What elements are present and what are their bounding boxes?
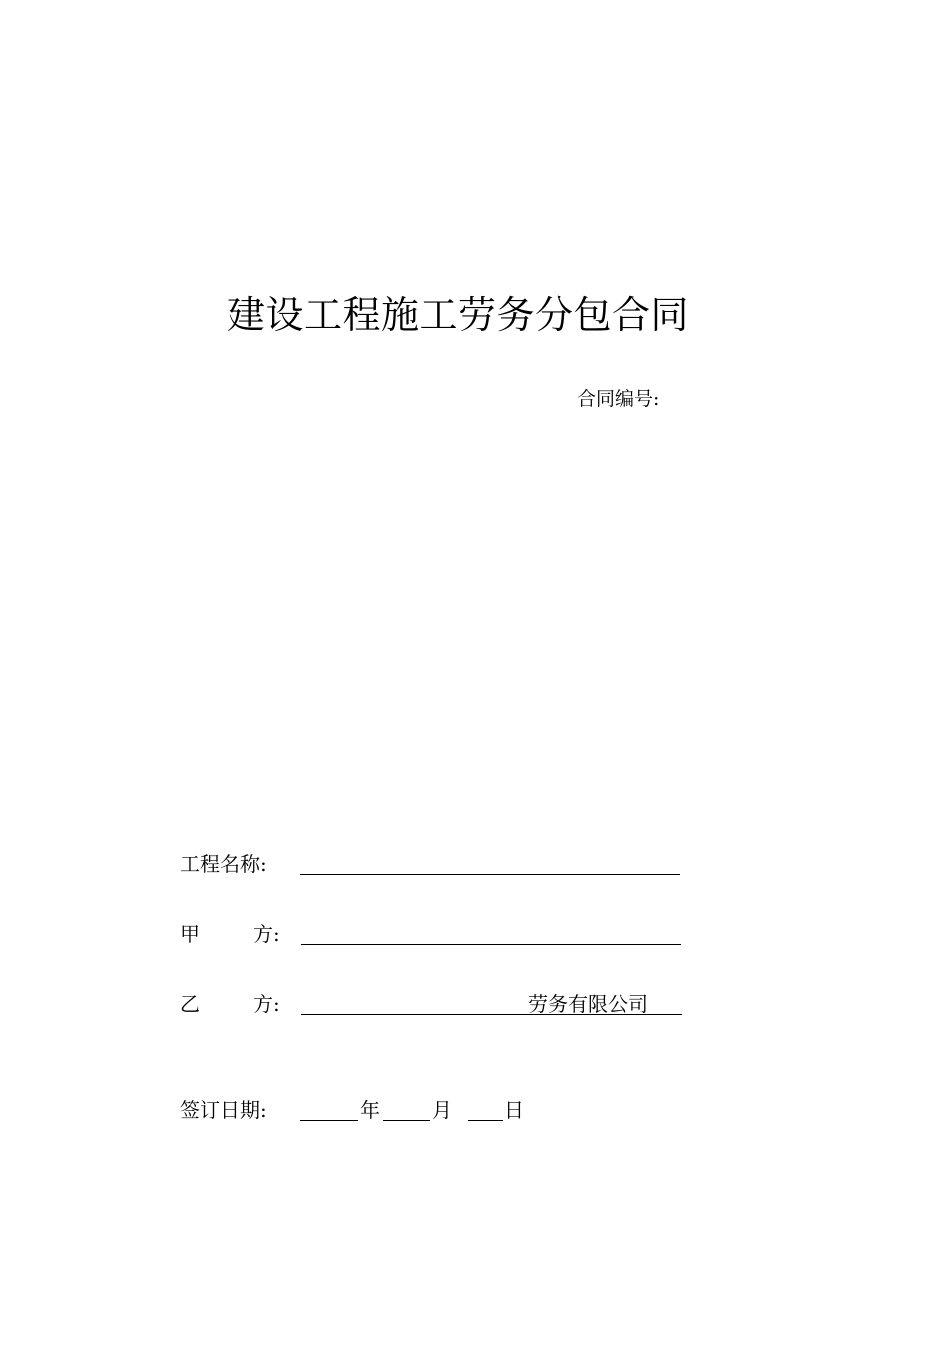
sign-date-label: 签订日期: bbox=[180, 1098, 267, 1122]
party-a-underline bbox=[301, 944, 681, 945]
month-label: 月 bbox=[432, 1098, 452, 1122]
project-name-row bbox=[180, 848, 700, 878]
party-a-row bbox=[180, 918, 700, 948]
party-a-label-char1: 甲 bbox=[180, 922, 200, 946]
day-label: 日 bbox=[504, 1098, 524, 1122]
year-label: 年 bbox=[360, 1098, 380, 1122]
party-b-label-char2: 方: bbox=[253, 992, 280, 1016]
month-underline bbox=[383, 1120, 430, 1121]
day-underline bbox=[468, 1120, 503, 1121]
document-title: 建设工程施工劳务分包合同 bbox=[226, 293, 689, 337]
sign-date-row bbox=[180, 1094, 540, 1124]
party-a-label-char2: 方: bbox=[253, 922, 280, 946]
party-b-value-suffix: 劳务有限公司 bbox=[528, 992, 648, 1016]
project-name-label: 工程名称: bbox=[180, 852, 267, 876]
project-name-underline bbox=[300, 874, 680, 875]
party-b-row bbox=[180, 988, 700, 1018]
year-underline bbox=[300, 1120, 358, 1121]
contract-number-label: 合同编号: bbox=[577, 388, 660, 410]
party-b-label-char1: 乙 bbox=[180, 992, 200, 1016]
